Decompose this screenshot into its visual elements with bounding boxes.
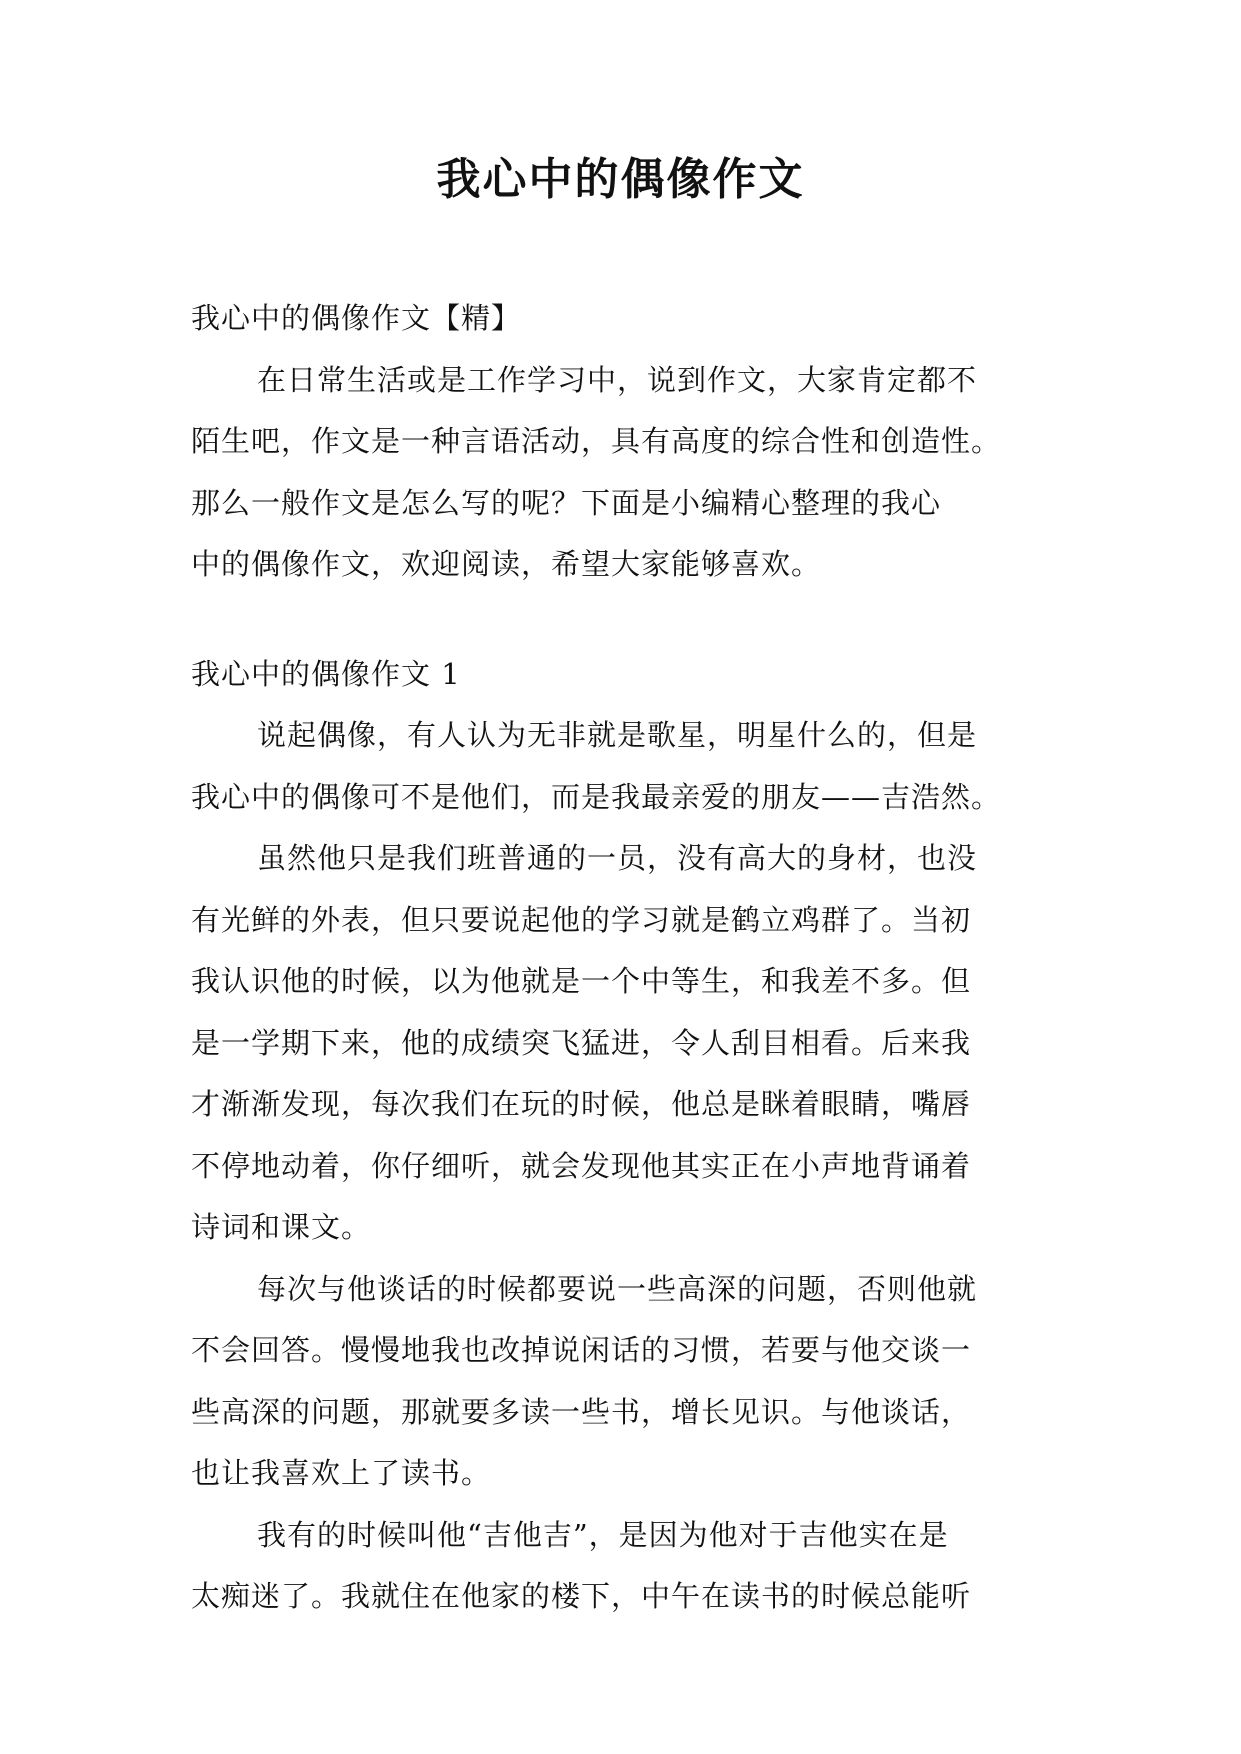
intro-heading: 我心中的偶像作文【精】 — [191, 301, 522, 335]
text-line: 我有的时候叫他“吉他吉”，是因为他对于吉他实在是 — [257, 1517, 949, 1552]
essay-heading: 我心中的偶像作文 1 — [191, 656, 461, 691]
text-line: 些高深的问题，那就要多读一些书，增长见识。与他谈话， — [191, 1394, 972, 1429]
text-line: 不停地动着，你仔细听，就会发现他其实正在小声地背诵着 — [191, 1148, 972, 1183]
text-line: 不会回答。慢慢地我也改掉说闲话的习惯，若要与他交谈一 — [191, 1333, 972, 1367]
text-line: 陌生吧，作文是一种言语活动，具有高度的综合性和创造性。 — [191, 424, 1002, 458]
text-line: 太痴迷了。我就住在他家的楼下，中午在读书的时候总能听 — [191, 1579, 972, 1613]
page-title: 我心中的偶像作文 — [436, 154, 805, 205]
essay-paragraph — [191, 705, 1061, 828]
text-line: 也让我喜欢上了读书。 — [191, 1456, 492, 1490]
text-line: 诗词和课文。 — [191, 1210, 372, 1244]
text-line: 虽然他只是我们班普通的一员，没有高大的身材，也没 — [257, 841, 978, 875]
text-line: 我认识他的时候，以为他就是一个中等生，和我差不多。但 — [191, 964, 972, 998]
text-line: 在日常生活或是工作学习中，说到作文，大家肯定都不 — [257, 362, 978, 397]
text-line: 说起偶像，有人认为无非就是歌星，明星什么的，但是 — [257, 718, 978, 752]
essay-paragraph — [191, 828, 1061, 1259]
text-line: 有光鲜的外表，但只要说起他的学习就是鹤立鸡群了。当初 — [191, 902, 972, 937]
text-line: 我心中的偶像可不是他们，而是我最亲爱的朋友——吉浩然。 — [191, 779, 1002, 814]
text-line: 那么一般作文是怎么写的呢？下面是小编精心整理的我心 — [191, 485, 942, 520]
intro-paragraph — [191, 350, 1061, 596]
document-body — [191, 288, 1061, 1628]
text-line: 中的偶像作文，欢迎阅读，希望大家能够喜欢。 — [191, 547, 822, 581]
essay-paragraph — [191, 1505, 1061, 1628]
section-gap — [191, 596, 1061, 644]
text-line: 才渐渐发现，每次我们在玩的时候，他总是眯着眼睛，嘴唇 — [191, 1087, 972, 1121]
essay-paragraph — [191, 1259, 1061, 1505]
text-line: 每次与他谈话的时候都要说一些高深的问题，否则他就 — [257, 1271, 978, 1306]
text-line: 是一学期下来，他的成绩突飞猛进，令人刮目相看。后来我 — [191, 1025, 972, 1060]
